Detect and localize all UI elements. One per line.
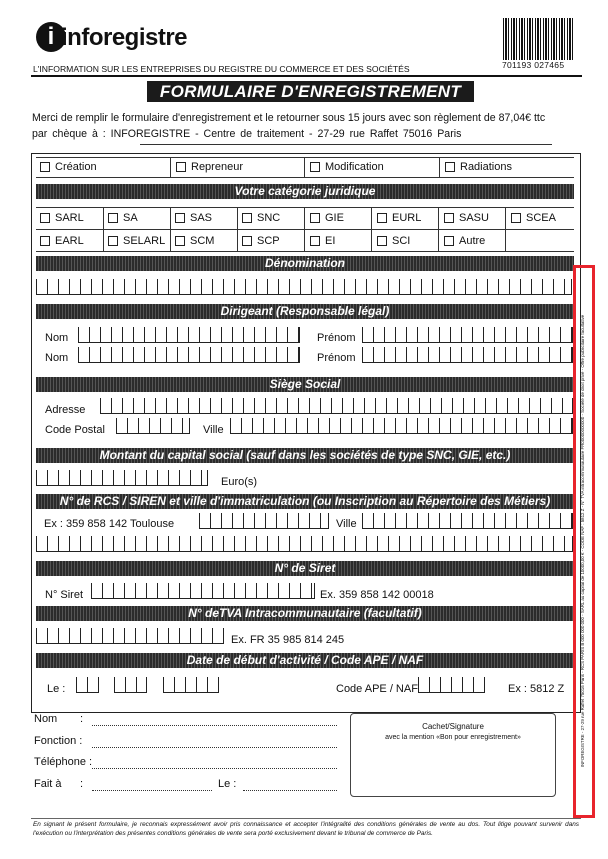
ape-field[interactable] (418, 677, 485, 693)
prenom-label-1: Prénom (317, 332, 356, 344)
logo-circle: i (36, 22, 66, 52)
footer-text: En signant le présent formulaire, je reconnais expressément avoir pris connaissance et accepter l'intégralité des conditions générales de vente au dos. Tout litige pouvant survenir dans l'exécution ou l'interprétation des présentes conditions générales de vente sera porté exclusivement devant le tribunal de commerce de Paris. (33, 821, 579, 837)
category-sarl[interactable] (40, 212, 84, 224)
intro-line-2: par chèque à : INFOREGISTRE - Centre de traitement - 27-29 rue Raffet 75016 Paris (32, 128, 462, 140)
tagline: L'INFORMATION SUR LES ENTREPRISES DU REGISTRE DU COMMERCE ET DES SOCIÉTÉS (33, 64, 410, 74)
section-siege: Siège Social (36, 377, 574, 392)
sig-nom-line[interactable] (92, 725, 337, 726)
row-rule (36, 207, 574, 208)
checkbox-icon[interactable] (40, 236, 50, 246)
category-label: SA (123, 212, 138, 224)
checkbox-icon[interactable] (108, 213, 118, 223)
sig-telephone-label: Téléphone : (34, 756, 93, 768)
row-rule (36, 157, 574, 158)
siret-example: Ex. 359 858 142 00018 (320, 589, 434, 601)
rcs-example: Ex : 359 858 142 Toulouse (44, 518, 175, 530)
intro-line-1: Merci de remplir le formulaire d'enregistrement et le retourner sous 15 jours avec son règlement de 87,04€ ttc (32, 112, 546, 124)
capital-field[interactable] (36, 470, 208, 486)
sig-le-line[interactable] (243, 790, 337, 791)
logo (36, 22, 188, 56)
adresse-label: Adresse (45, 404, 86, 416)
category-label: GIE (325, 212, 344, 224)
tva-example: Ex. FR 35 985 814 245 (231, 634, 345, 646)
form-type-repreneur[interactable] (176, 161, 243, 173)
form-type-label: Création (55, 161, 97, 173)
section-rcs: N° de RCS / SIREN et ville d'immatriculation (ou Inscription au Répertoire des Métiers) (36, 494, 574, 509)
category-gie[interactable] (310, 212, 344, 224)
siret-field[interactable] (91, 583, 315, 599)
nom-label-1: Nom (45, 332, 69, 344)
header-rule (31, 75, 582, 77)
logo-text: inforegistre (61, 24, 188, 51)
checkbox-icon[interactable] (310, 236, 320, 246)
section-debut: Date de début d'activité / Code APE / NAF (36, 653, 574, 668)
row-separator (439, 157, 440, 177)
section-tva: N° deTVA Intracommunautaire (facultatif) (36, 606, 574, 621)
category-label: SCEA (526, 212, 556, 224)
denomination-field[interactable] (36, 279, 572, 295)
checkbox-icon[interactable] (242, 236, 252, 246)
sig-nom-colon: : (80, 713, 84, 725)
checkbox-icon[interactable] (445, 162, 455, 172)
section-categorie: Votre catégorie juridique (36, 184, 574, 199)
checkbox-icon[interactable] (310, 162, 320, 172)
date-month[interactable] (114, 677, 147, 693)
category-sa[interactable] (108, 212, 138, 224)
sig-telephone-line[interactable] (92, 768, 337, 769)
row-separator (304, 157, 305, 177)
category-label: SNC (257, 212, 281, 224)
ape-example: Ex : 5812 Z (508, 683, 565, 695)
checkbox-icon[interactable] (444, 236, 454, 246)
category-label: EURL (392, 212, 422, 224)
category-label: SCM (190, 235, 215, 247)
sig-fonction-line[interactable] (92, 747, 337, 748)
euros-label: Euro(s) (221, 476, 258, 488)
category-scp[interactable] (242, 235, 280, 247)
footer-rule (31, 818, 581, 819)
tva-field[interactable] (36, 628, 224, 644)
prenom-label-2: Prénom (317, 352, 356, 364)
checkbox-icon[interactable] (444, 213, 454, 223)
category-eurl[interactable] (377, 212, 421, 224)
rcs-ville-field[interactable] (362, 513, 573, 529)
category-sas[interactable] (175, 212, 212, 224)
category-label: SCI (392, 235, 411, 247)
section-capital: Montant du capital social (sauf dans les sociétés de type SNC, GIE, etc.) (36, 448, 574, 463)
section-dirigeant: Dirigeant (Responsable légal) (36, 304, 574, 319)
rcs-ville-field-2[interactable] (36, 536, 573, 552)
sig-fonction-label: Fonction : (34, 735, 83, 747)
form-type-modification[interactable] (310, 161, 384, 173)
checkbox-icon[interactable] (175, 236, 185, 246)
category-sci[interactable] (377, 235, 410, 247)
sig-le-label: Le : (218, 778, 237, 790)
date-label: Le : (47, 683, 66, 695)
category-autre[interactable] (444, 235, 485, 247)
form-type-label: Repreneur (191, 161, 243, 173)
category-scm[interactable] (175, 235, 214, 247)
code-postal-label: Code Postal (45, 424, 105, 436)
category-label: SAS (190, 212, 213, 224)
category-label: SCP (257, 235, 280, 247)
intro-underline (140, 144, 552, 145)
code-postal-field[interactable] (116, 418, 190, 434)
form-type-label: Modification (325, 161, 384, 173)
page-title: FORMULAIRE D'ENREGISTREMENT (147, 81, 474, 102)
category-label: Autre (459, 235, 486, 247)
row-separator (170, 157, 171, 177)
cachet-subtitle: avec la mention «Bon pour enregistrement» (385, 734, 521, 741)
nom-field-2[interactable] (78, 347, 300, 363)
date-year[interactable] (163, 677, 219, 693)
checkbox-icon[interactable] (176, 162, 186, 172)
checkbox-icon[interactable] (511, 213, 521, 223)
checkbox-icon[interactable] (40, 162, 50, 172)
category-label: SELARL (123, 235, 166, 247)
category-label: EI (325, 235, 336, 247)
category-scea[interactable] (511, 212, 556, 224)
checkbox-icon[interactable] (40, 213, 50, 223)
siret-label: N° Siret (45, 589, 84, 601)
category-ei[interactable] (310, 235, 335, 247)
row-rule (36, 251, 574, 252)
barcode-number: 701193 027465 (502, 60, 565, 70)
checkbox-icon[interactable] (310, 213, 320, 223)
ape-label: Code APE / NAF (336, 683, 418, 695)
category-sasu[interactable] (444, 212, 489, 224)
adresse-field[interactable] (100, 398, 573, 414)
category-selarl[interactable] (108, 235, 165, 247)
section-siret: N° de Siret (36, 561, 574, 576)
checkbox-icon[interactable] (242, 213, 252, 223)
rcs-field[interactable] (199, 513, 329, 529)
ville-field[interactable] (230, 418, 573, 434)
sig-fait-line[interactable] (92, 790, 212, 791)
rcs-ville-label: Ville (336, 518, 357, 530)
category-label: SARL (55, 212, 84, 224)
checkbox-icon[interactable] (175, 213, 185, 223)
cachet-box[interactable] (350, 713, 556, 797)
category-snc[interactable] (242, 212, 280, 224)
row-rule (36, 177, 574, 178)
category-label: EARL (55, 235, 84, 247)
barcode (503, 18, 573, 60)
category-earl[interactable] (40, 235, 84, 247)
nom-label-2: Nom (45, 352, 69, 364)
side-text: INFOREGISTRE - 27-29 rue Raffet 75016 Paris - RCS PARIS B 000 000 000 - SARL au capital de 10000,00 € - CODE NAF : 5812 Z - N° TVA intracommunautaire FR00000000000 - Société de droit privé - Offre publicitaire facultative (580, 314, 585, 768)
date-day[interactable] (76, 677, 99, 693)
form-type-radiations[interactable] (445, 161, 512, 173)
sig-fait-colon: : (80, 778, 84, 790)
checkbox-icon[interactable] (377, 236, 387, 246)
checkbox-icon[interactable] (377, 213, 387, 223)
section-denomination: Dénomination (36, 256, 574, 271)
prenom-field-2[interactable] (362, 347, 573, 363)
ville-label: Ville (203, 424, 224, 436)
category-label: SASU (459, 212, 489, 224)
checkbox-icon[interactable] (108, 236, 118, 246)
cachet-title: Cachet/Signature (422, 722, 484, 731)
nom-field-1[interactable] (78, 327, 300, 343)
row-rule (36, 229, 574, 230)
form-type-label: Radiations (460, 161, 512, 173)
form-type-cr-ation[interactable] (40, 161, 97, 173)
prenom-field-1[interactable] (362, 327, 573, 343)
sig-nom-label: Nom (34, 713, 58, 725)
sig-fait-label: Fait à (34, 778, 62, 790)
